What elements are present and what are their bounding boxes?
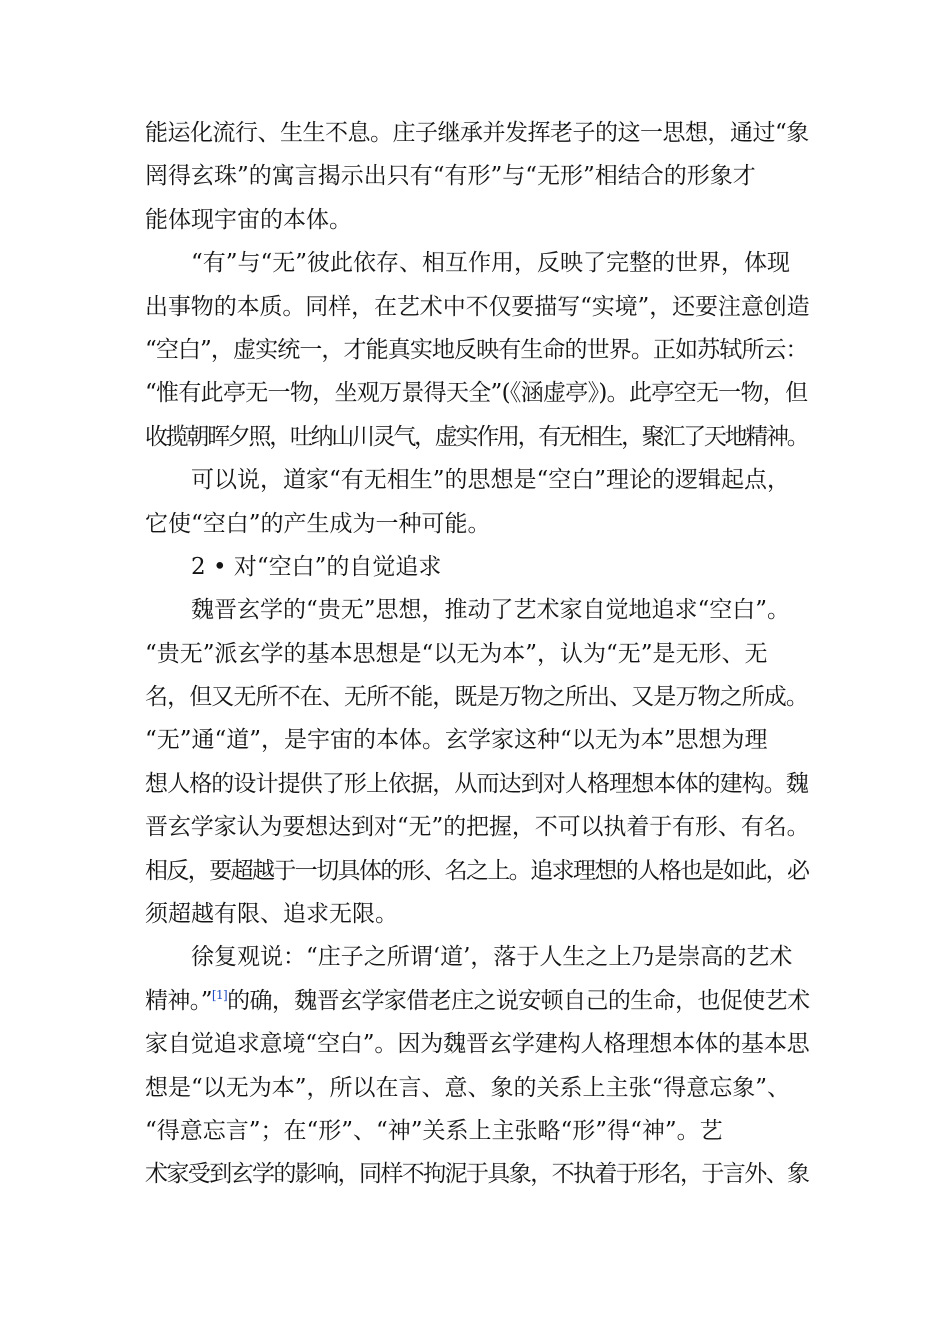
- text-line: “得意忘言”；在“形”、“神”关系上主张略“形”得“神”。艺: [145, 1117, 723, 1144]
- text-line: 罔得玄珠”的寓言揭示出只有“有形”与“无形”相结合的形象才: [145, 163, 756, 190]
- text-segment: 精神。”: [145, 987, 212, 1014]
- text-line: 它使“空白”的产生成为一种可能。: [145, 510, 491, 537]
- section-heading: 2 • 对“空白”的自觉追求: [191, 553, 442, 580]
- text-line: 想人格的设计提供了形上依据，从而达到对人格理想本体的建构。魏: [145, 770, 809, 797]
- text-line: 出事物的本质。同样，在艺术中不仅要描写“实境”，还要注意创造: [145, 293, 810, 320]
- text-line: “无”通“道”，是宇宙的本体。玄学家这种“以无为本”思想为理: [145, 727, 768, 754]
- text-line: 相反，要超越于一切具体的形、名之上。追求理想的人格也是如此，必: [145, 857, 809, 884]
- text-line: 徐复观说：“庄子之所谓‘道’，落于人生之上乃是崇高的艺术: [191, 944, 793, 971]
- text-line: 想是“以无为本”，所以在言、意、象的关系上主张“得意忘象”、: [145, 1074, 791, 1101]
- text-line: 晋玄学家认为要想达到对“无”的把握，不可以执着于有形、有名。: [145, 814, 810, 841]
- text-line-with-citation: [145, 980, 809, 1023]
- text-line: 能运化流行、生生不息。庄子继承并发挥老子的这一思想，通过“象: [145, 120, 809, 146]
- text-line: 魏晋玄学的“贵无”思想，推动了艺术家自觉地追求“空白”。: [191, 597, 791, 624]
- citation-link[interactable]: [1]: [211, 987, 228, 1002]
- text-line: “惟有此亭无一物，坐观万景得天全”(《涵虚亭》)。此亭空无一物，但: [145, 380, 808, 407]
- text-line: 术家受到玄学的影响，同样不拘泥于具象，不执着于形名，于言外、象: [145, 1161, 809, 1188]
- text-line: “空白”，虚实统一，才能真实地反映有生命的世界。正如苏轼所云：: [145, 336, 808, 363]
- text-line: 收揽朝晖夕照，吐纳山川灵气，虚实作用，有无相生，聚汇了天地精神。: [145, 423, 808, 450]
- text-line: 名，但又无所不在、无所不能，既是万物之所出、又是万物之所成。: [145, 684, 809, 711]
- text-line: 家自觉追求意境“空白”。因为魏晋玄学建构人格理想本体的基本思: [145, 1031, 810, 1058]
- text-line: 能体现宇宙的本体。: [145, 206, 352, 233]
- text-line: 须超越有限、追求无限。: [145, 901, 398, 928]
- text-line: 可以说，道家“有无相生”的思想是“空白”理论的逻辑起点，: [191, 467, 791, 494]
- text-segment: 的确，魏晋玄学家借老庄之说安顿自己的生命，也促使艺术: [227, 987, 810, 1014]
- text-line: “贵无”派玄学的基本思想是“以无为本”，认为“无”是无形、无: [145, 640, 768, 667]
- body-text: [145, 112, 809, 1197]
- text-line: “有”与“无”彼此依存、相互作用，反映了完整的世界，体现: [191, 250, 791, 277]
